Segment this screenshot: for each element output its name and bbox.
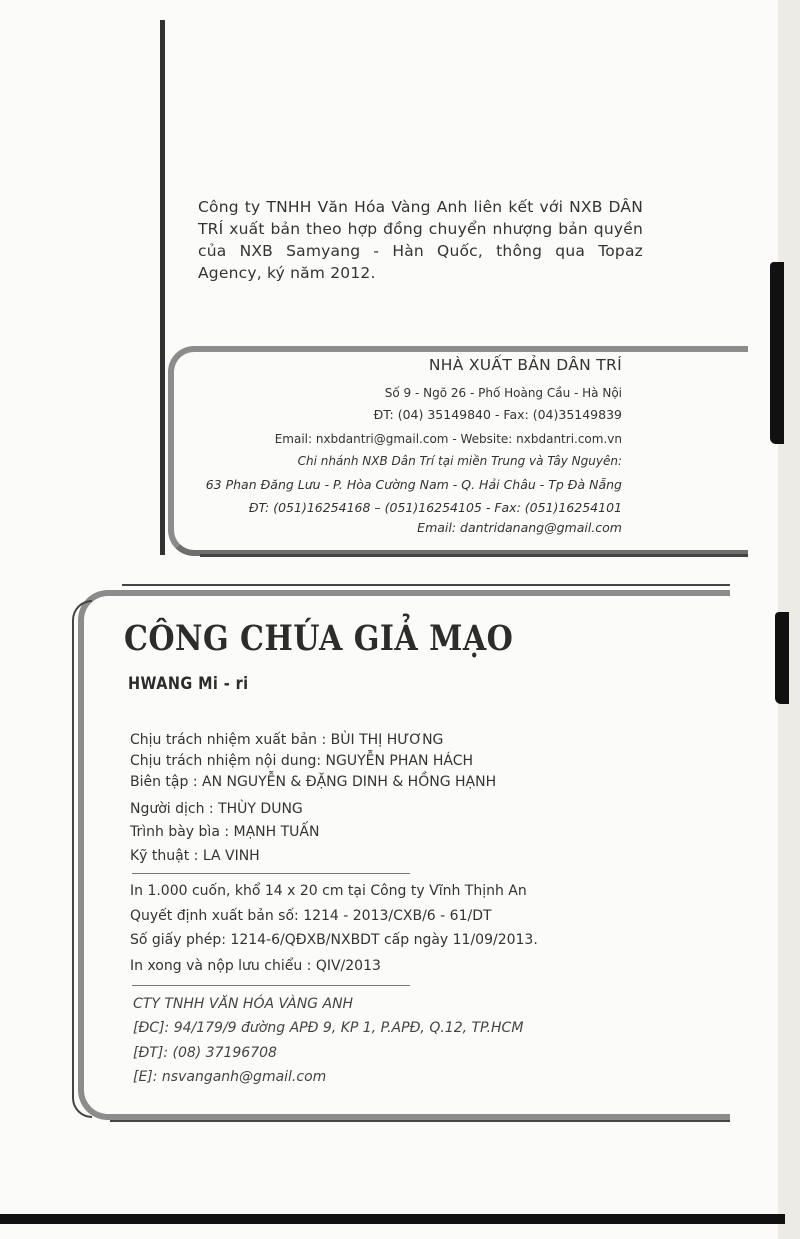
branch-title: Chi nhánh NXB Dân Trí tại miền Trung và Tây Nguyên: (297, 454, 622, 468)
credit-line: Chịu trách nhiệm xuất bản : BÙI THỊ HƯƠNG (130, 732, 444, 748)
author-name: HWANG Mi - ri (128, 674, 249, 694)
print-info-line: In 1.000 cuốn, khổ 14 x 20 cm tại Công ty Vĩnh Thịnh An (130, 883, 527, 899)
publisher-phone-fax: ĐT: (04) 35149840 - Fax: (04)35149839 (373, 407, 622, 422)
divider (132, 873, 410, 874)
vertical-rule (160, 20, 165, 555)
credit-line: Biên tập : AN NGUYỄN & ĐẶNG DINH & HỒNG HẠNH (130, 774, 497, 790)
company-name: CTY TNHH VĂN HÓA VÀNG ANH (133, 996, 354, 1012)
publisher-email-website: Email: nxbdantri@gmail.com - Website: nxbdantri.com.vn (274, 432, 622, 446)
book-title: CÔNG CHÚA GIẢ MẠO (124, 618, 514, 659)
print-info-line: In xong và nộp lưu chiểu : QIV/2013 (130, 958, 381, 974)
credit-line: Kỹ thuật : LA VINH (130, 848, 260, 864)
print-info-line: Số giấy phép: 1214-6/QĐXB/NXBDT cấp ngày 11/09/2013. (130, 932, 538, 948)
scan-edge-shadow (775, 612, 789, 704)
branch-address: 63 Phan Đăng Lưu - P. Hòa Cường Nam - Q. Hải Châu - Tp Đà Nẵng (205, 477, 622, 492)
publisher-address: Số 9 - Ngõ 26 - Phố Hoàng Cầu - Hà Nội (384, 386, 622, 400)
book-box-outerline (72, 600, 92, 1118)
credit-line: Chịu trách nhiệm nội dung: NGUYỄN PHAN HÁCH (130, 753, 474, 769)
bottom-rule (0, 1214, 785, 1224)
branch-phone-fax: ĐT: (051)16254168 – (051)16254105 - Fax: (051)16254101 (248, 500, 622, 515)
book-box-topline (122, 584, 730, 586)
publisher-box-underline (200, 554, 748, 557)
company-phone: [ĐT]: (08) 37196708 (133, 1045, 277, 1061)
branch-email: Email: dantridanang@gmail.com (417, 520, 622, 535)
divider (132, 985, 410, 986)
copyright-notice: Công ty TNHH Văn Hóa Vàng Anh liên kết với NXB DÂN TRÍ xuất bản theo hợp đồng chuyển nhượng bản quyền của NXB Samyang - Hàn Quốc, thông qua Topaz Agency, ký năm 2012. (198, 198, 643, 282)
company-email: [E]: nsvanganh@gmail.com (133, 1069, 327, 1085)
book-box-bottomline (110, 1120, 730, 1122)
scan-edge-shadow (770, 262, 784, 444)
company-address: [ĐC]: 94/179/9 đường APĐ 9, KP 1, P.APĐ, Q.12, TP.HCM (133, 1020, 524, 1036)
credit-line: Người dịch : THÙY DUNG (130, 801, 303, 817)
publisher-name: NHÀ XUẤT BẢN DÂN TRÍ (428, 356, 622, 374)
credit-line: Trình bày bìa : MẠNH TUẤN (130, 824, 320, 840)
print-info-line: Quyết định xuất bản số: 1214 - 2013/CXB/6 - 61/DT (130, 908, 492, 924)
